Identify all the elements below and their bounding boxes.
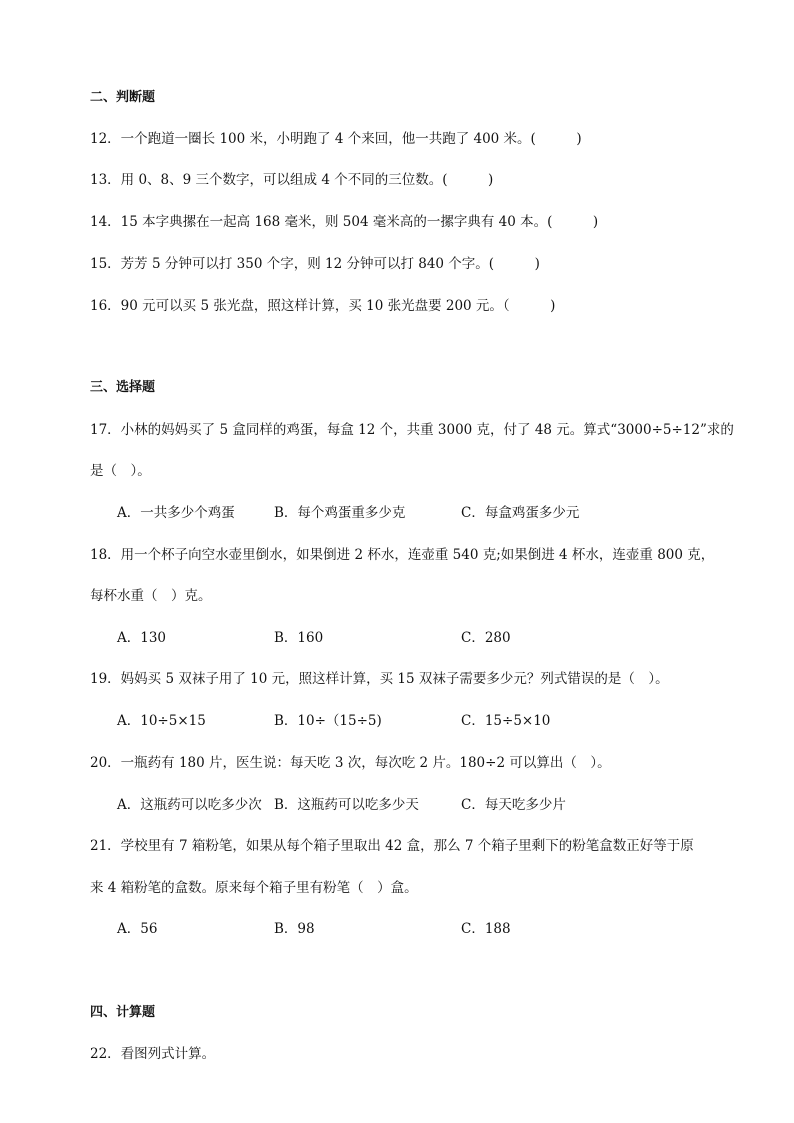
q20-option-c: C．每天吃多少片	[461, 797, 566, 813]
q17-option-c: C．每盒鸡蛋多少元	[461, 505, 580, 521]
q19-option-a: A．10÷5×15	[117, 713, 206, 729]
q17-option-a: A．一共多少个鸡蛋	[117, 505, 235, 521]
question-21-line2: 来 4 箱粉笔的盒数。原来每个箱子里有粉笔（ ）盒。	[90, 880, 418, 896]
q18-option-c: C．280	[461, 630, 511, 646]
q19-option-b: B．10÷（15÷5)	[274, 713, 382, 729]
question-16: 16．90 元可以买 5 张光盘，照这样计算，买 10 张光盘要 200 元。（ )	[90, 298, 556, 314]
q21-option-a: A．56	[117, 921, 158, 937]
q18-option-b: B．160	[274, 630, 324, 646]
q20-option-b: B．这瓶药可以吃多少天	[274, 797, 419, 813]
question-18-line1: 18．用一个杯子向空水壶里倒水，如果倒进 2 杯水，连壶重 540 克;如果倒进 4 杯水，连壶重 800 克，	[90, 547, 715, 563]
section-heading-judge: 二、判断题	[90, 90, 156, 105]
question-13: 13．用 0、8、9 三个数字，可以组成 4 个不同的三位数。( )	[90, 172, 494, 188]
q21-option-b: B．98	[274, 921, 315, 937]
question-22: 22．看图列式计算。	[90, 1046, 216, 1062]
question-18-line2: 每杯水重（ ）克。	[90, 588, 212, 604]
question-20-line1: 20．一瓶药有 180 片，医生说：每天吃 3 次，每次吃 2 片。180÷2 可以算出（ ）。	[90, 755, 611, 771]
section-heading-choice: 三、选择题	[90, 380, 156, 395]
question-17-line2: 是（ ）。	[90, 463, 151, 479]
question-15: 15．芳芳 5 分钟可以打 350 个字，则 12 分钟可以打 840 个字。( )	[90, 256, 540, 272]
q21-option-c: C．188	[461, 921, 511, 937]
question-17-line1: 17．小林的妈妈买了 5 盒同样的鸡蛋，每盒 12 个，共重 3000 克，付了 48 元。算式“3000÷5÷12”求的	[90, 422, 734, 438]
q18-option-a: A．130	[117, 630, 167, 646]
q20-option-a: A．这瓶药可以吃多少次	[117, 797, 262, 813]
section-heading-calc: 四、计算题	[90, 1005, 156, 1020]
question-12: 12．一个跑道一圈长 100 米，小明跑了 4 个来回，他一共跑了 400 米。( )	[90, 131, 582, 147]
question-19-line1: 19．妈妈买 5 双袜子用了 10 元，照这样计算，买 15 双袜子需要多少元？列式错误的是（ ）。	[90, 671, 669, 687]
q19-option-c: C．15÷5×10	[461, 713, 551, 729]
question-21-line1: 21．学校里有 7 箱粉笔，如果从每个箱子里取出 42 盒，那么 7 个箱子里剩下的粉笔盒数正好等于原	[90, 838, 694, 854]
question-14: 14．15 本字典摞在一起高 168 毫米，则 504 毫米高的一摞字典有 40 本。( )	[90, 214, 599, 230]
q17-option-b: B．每个鸡蛋重多少克	[274, 505, 406, 521]
